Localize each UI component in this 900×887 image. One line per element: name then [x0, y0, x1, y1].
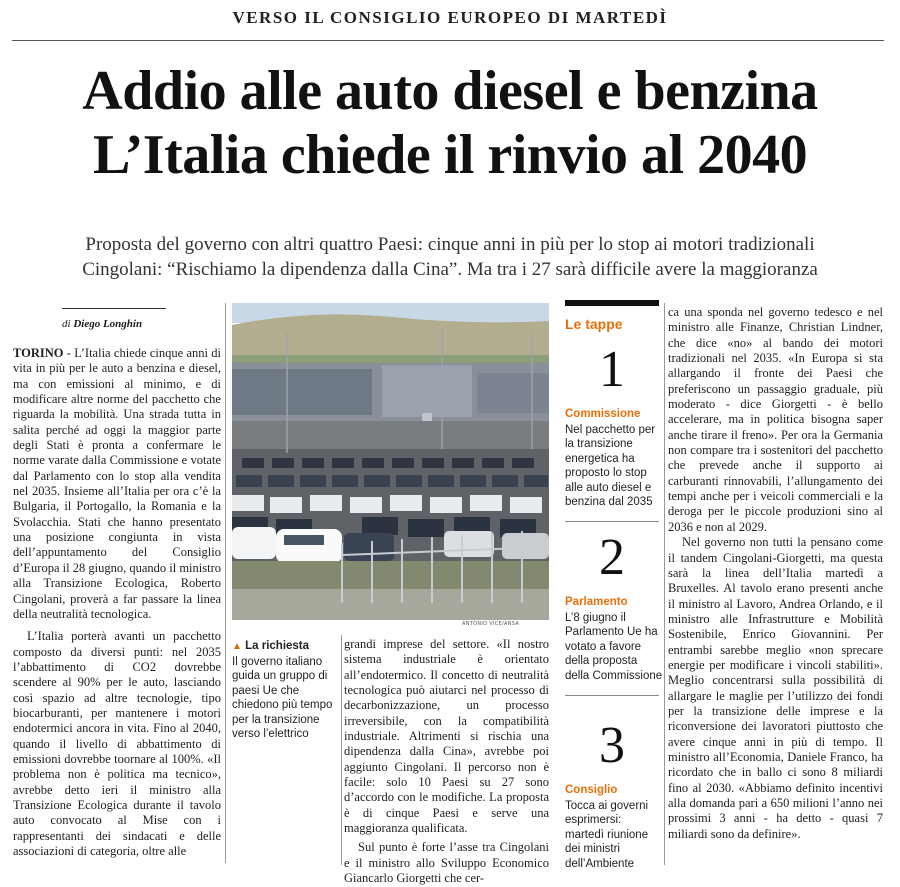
article-column-5: [668, 305, 883, 842]
step-1-number: 1: [599, 341, 625, 398]
step-separator: [565, 695, 659, 696]
byline-rule: [62, 308, 166, 309]
step-separator: [565, 521, 659, 522]
photo-illustration: [232, 303, 549, 620]
column5-paragraph-2: Nel governo non tutti la pensano come il tandem Cingolani-Giorgetti, ma questa sarà la linea dell’Italia martedì a Bruxelles. Al tavolo erano presenti anche il ministro al Lavoro, Andrea Orlando, e il ministro alle Infrastrutture e Mobilità Sostenibile, Enrico Giovannini. Per entrambi sarebbe meglio «non sprecare energie per modificare i vincoli stabiliti». Meglio concentrarsi sulla possibilità di allargare le maglie per l’utilizzo dei fondi per la transizione delle imprese e la riconversione dei lavoratori piuttosto che avere cinque anni in più di tempo. Il ministro all’Economia, Daniele Franco, ha ricordato che in ballo ci sono 8 miliardi fino al 2030. «Abbiamo definito incentivi alla domanda pari a 650 milioni l’anno nei prossimi 3 anni - ha detto - quasi 7 miliardi sono da definire».: [668, 535, 883, 841]
step-1-text: Nel pacchetto per la transizione energetica ha proposto lo stop alle auto diesel e benzina dal 2035: [565, 424, 656, 509]
column5-paragraph-1: ca una sponda nel governo tedesco e nel ministro alle Finanze, Christian Lindner, che dice «no» al bando dei motori tradizionali nel 2035. «In Europa si sta allargando il fronte dei Paesi che preferiscono un passaggio graduale, più moderato - dice Giorgetti - è bello accelerare, ma in politica bisogna saper anche tirare il freno». Per ora la Germania non compare tra i sostenitori del pacchetto che prevede anche il supporto ai carburanti rinnovabili, l’allungamento dei tempi anche per i veicoli commerciali e la deroga per le piccole produzioni sino al 2036 e non al 2029.: [668, 305, 883, 534]
photo-caption: [232, 639, 340, 742]
dateline: TORINO: [13, 346, 64, 360]
tappe-bar: [565, 300, 659, 306]
kicker: VERSO IL CONSIGLIO EUROPEO DI MARTEDÌ: [232, 8, 668, 27]
caption-title: La richiesta: [245, 640, 310, 652]
column3-paragraph-2: Sul punto è forte l’asse tra Cingolani e il ministro allo Sviluppo Economico Giancarlo Giorgetti che cer-: [344, 840, 549, 886]
triangle-icon: ▲: [232, 641, 242, 652]
photo-car-parking: [232, 303, 549, 620]
subheadline-line-1: Proposta del governo con altri quattro Paesi: cinque anni in più per lo stop ai motori tradizionali: [85, 234, 815, 255]
column-rule: [664, 303, 665, 865]
step-3-title: Consiglio: [565, 784, 618, 796]
step-3-number: 3: [599, 717, 625, 774]
caption-text: Il governo italiano guida un gruppo di paesi Ue che chiedono più tempo per la transizione verso l’elettrico: [232, 655, 333, 740]
column3-paragraph-1: grandi imprese del settore. «Il nostro sistema industriale è orientato all’endotermico. Il concetto di neutralità tecnologica può aiutarci nel processo di decarbonizzazione, un processo irreversibile, con la compatibilità industriale. Altrimenti si rischia una dipendenza dalla Cina», avrebbe poi aggiunto Cingolani. Il percorso non è facile: solo 10 Paesi su 27 sono d’accordo con le modifiche. La proposta è di cinque Paesi e serve una maggioranza qualificata.: [344, 637, 549, 836]
article-column-3: [344, 637, 549, 887]
step-2-number: 2: [599, 529, 625, 586]
tappe-title: Le tappe: [565, 316, 623, 332]
headline-line-1: Addio alle auto diesel e benzina: [82, 60, 818, 122]
article-column-1: [13, 346, 221, 859]
byline: [62, 318, 142, 330]
byline-prefix: di: [62, 318, 71, 330]
byline-author: Diego Longhin: [73, 318, 143, 330]
step-2-text: L’8 giugno il Parlamento Ue ha votato a favore della proposta della Commissione: [565, 612, 663, 682]
step-1-title: Commissione: [565, 408, 641, 420]
column-rule: [225, 303, 226, 863]
column-rule: [341, 635, 342, 865]
step-3-text: Tocca ai governi esprimersi: martedì riunione dei ministri dell’Ambiente: [565, 800, 649, 870]
subheadline-line-2: Cingolani: “Rischiamo la dipendenza dalla Cina”. Ma tra i 27 sarà difficile avere la maggioranza: [82, 259, 818, 280]
headline-line-2: L’Italia chiede il rinvio al 2040: [92, 124, 808, 186]
step-2-title: Parlamento: [565, 596, 628, 608]
top-rule: [12, 40, 884, 41]
column1-paragraph-2: L’Italia porterà avanti un pacchetto composto da diversi punti: nel 2035 l’abbattimento di CO2 dovrebbe scendere al 90% per le auto, lasciando così spazio ad altre tecnologie, tipo biocarburanti, per mantenere i motori endotermici ancora in vita. Fino al 2040, quando il livello di abbattimento di emissioni dovrebbe toornare al 100%. «Il problema non è politica ma tecnico», avrebbe detto ieri il ministro alla Transizione Ecologica durante il tavolo auto convocato al Mise con i rappresentanti dei sindacati e delle associazioni di categoria, oltre alle: [13, 629, 221, 858]
column1-paragraph-1: - L’Italia chiede cinque anni di vita in più per le auto a benzina e diesel, ma con emissioni al minimo, e di modificare altre norme del pacchetto che riguarda la mobilità. Una strada tutta in salita perché ad oggi la maggior parte degli Stati è pronta a confermare le norme varate dalla Commissione e votate dal Parlamento con lo stop alla vendita nel 2035. Insieme all’Italia per ora c’è la Bulgaria, il Portogallo, la Romania e la Svolacchia. Stati che hanno presentato una posizione congiunta in vista dell’appuntamento del Consiglio d’Europa il 28 giugno, quando il ministro alla Transizione Ecologica, Roberto Cingolani, proverà a far passare la linea della neutralità tecnologica.: [13, 346, 221, 621]
photo-credit: ANTONIO VICE/ANSA: [462, 621, 520, 627]
